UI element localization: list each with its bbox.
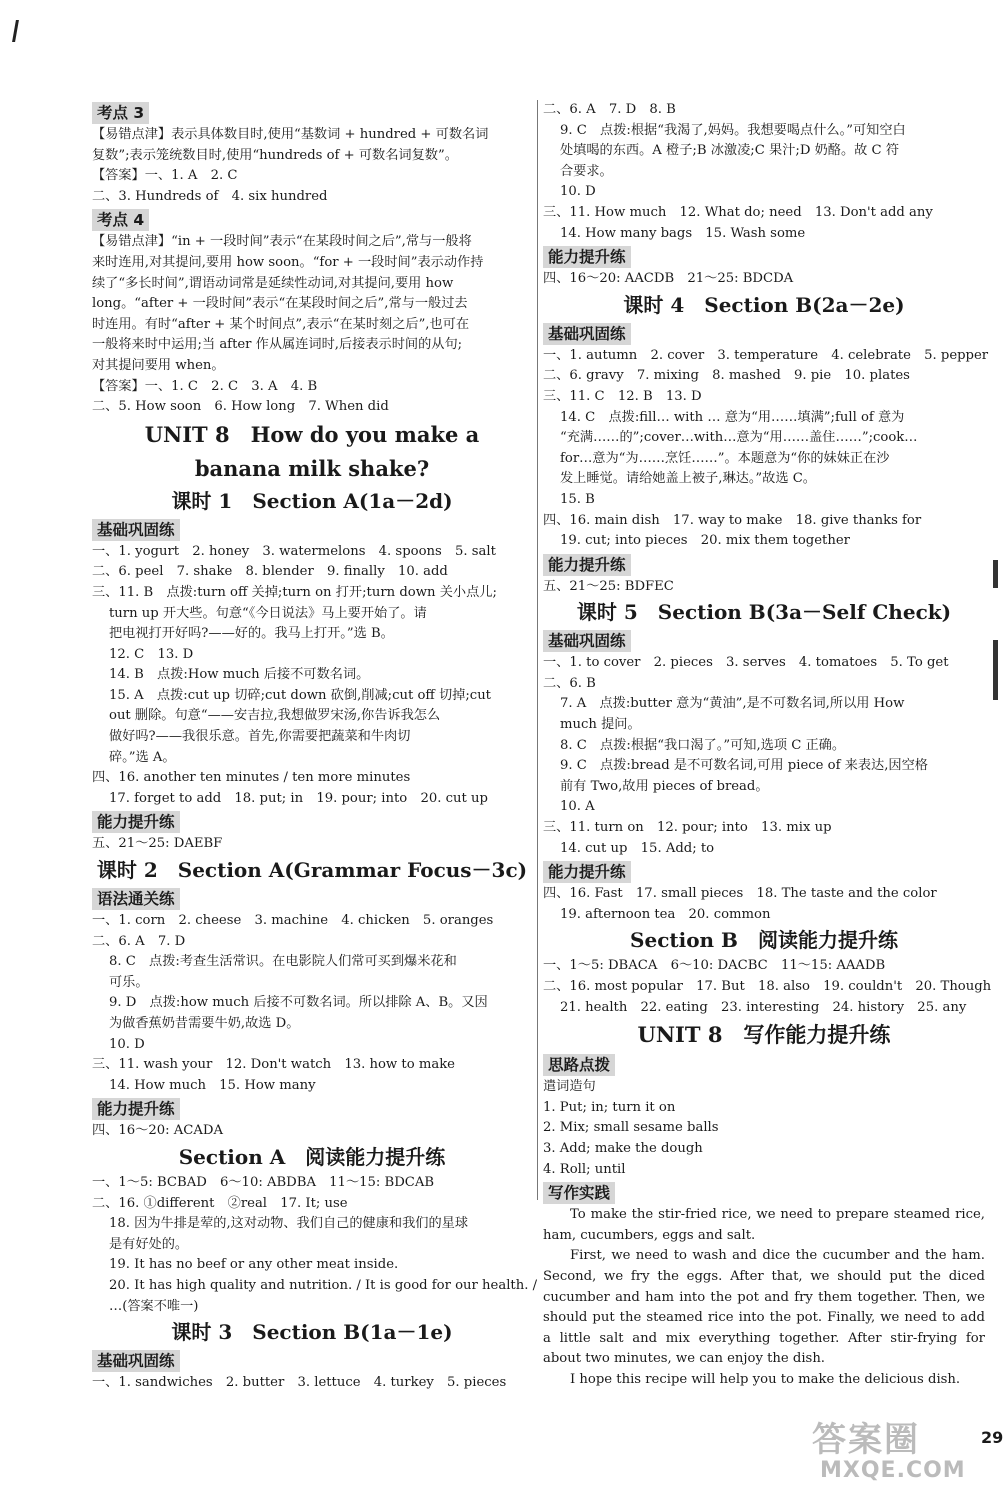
section-bar-row	[543, 552, 985, 577]
section-bar: 考点 4	[92, 209, 149, 231]
answer-line: 续了“多长时间”,谓语动词常是延续性动词,对其提问,要用 how	[92, 275, 454, 291]
section-bar-row	[543, 1052, 985, 1077]
answer-line: 15. A 点拨:cut up 切碎;cut down 砍倒,削减;cut off 切掉;cut	[109, 687, 491, 703]
answer-line: 14. How much 15. How many	[109, 1077, 316, 1093]
section-bar: 基础巩固练	[543, 323, 631, 345]
answer-line: 一、1. yogurt 2. honey 3. watermelons 4. spoons 5. salt	[92, 543, 496, 559]
section-bar: 能力提升练	[543, 554, 631, 576]
answer-line: 19. It has no beef or any other meat inside.	[109, 1257, 399, 1273]
answer-line: 【易错点津】“in + 一段时间”表示“在某段时间之后”,常与一般将	[92, 234, 472, 250]
answer-line: 14. How many bags 15. Wash some	[560, 225, 806, 241]
answer-line: 合要求。	[560, 163, 613, 179]
answer-line: 一、1. sandwiches 2. butter 3. lettuce 4. turkey 5. pieces	[92, 1375, 507, 1391]
section-bar: 能力提升练	[543, 861, 631, 883]
answer-line: 五、21～25: BDFEC	[543, 578, 674, 594]
answer-line: 遣词造句	[543, 1079, 596, 1095]
answer-line: 9. C 点拨:bread 是不可数名词,可用 piece of 来表达,因空格	[560, 758, 928, 774]
answer-line: 四、16. main dish 17. way to make 18. give thanks for	[543, 512, 922, 528]
lesson-heading: 课时 2 Section A(Grammar Focus－3c)	[96, 858, 528, 883]
answer-line: 四、16～20: ACADA	[92, 1123, 223, 1139]
answer-line: “充满……的”;cover…with…意为“用……盖住……”;cook…	[560, 430, 918, 446]
answer-line: 三、11. turn on 12. pour; into 13. mix up	[543, 820, 832, 836]
answer-line: 二、3. Hundreds of 4. six hundred	[92, 188, 328, 204]
answer-line: 一般将来时中运用;当 after 作从属连词时,后接表示时间的从句;	[92, 337, 463, 353]
lesson-heading: 课时 4 Section B(2a－2e)	[623, 292, 905, 317]
answer-line: 三、11. C 12. B 13. D	[543, 388, 702, 404]
answer-line: 15. B	[560, 491, 595, 507]
answer-line: 一、1. corn 2. cheese 3. machine 4. chicken 5. oranges	[92, 913, 494, 929]
answer-line: 五、21～25: DAEBF	[92, 836, 223, 852]
answer-line: 处填喝的东西。A 橙子;B 冰激凌;C 果汁;D 奶酪。故 C 符	[560, 143, 900, 159]
section-bar-row	[92, 1096, 532, 1121]
answer-line: 复数”;表示笼统数目时,使用“hundreds of + 可数名词复数”。	[92, 147, 458, 163]
unit-heading: UNIT 8 How do you make a	[144, 421, 480, 447]
page-number: 29	[981, 1428, 1003, 1447]
edge-mark	[993, 560, 998, 588]
answer-line: 14. C 点拨:fill… with … 意为“用……填满”;full of 意为	[560, 409, 905, 425]
section-bar-row	[543, 321, 985, 346]
section-bar: 能力提升练	[92, 811, 180, 833]
answer-line: 【答案】一、1. C 2. C 3. A 4. B	[92, 378, 318, 394]
answer-line: 7. A 点拨:butter 意为“黄油”,是不可数名词,所以用 How	[560, 696, 905, 712]
answer-line: 可乐。	[109, 974, 149, 990]
answer-line: 发上睡觉。请给她盖上被子,琳达。”故选 C。	[560, 471, 816, 487]
answer-line: 8. C 点拨:考查生活常识。在电影院人们常可买到爆米花和	[109, 954, 457, 970]
answer-line: out 删除。句意“——安吉拉,我想做罗宋汤,你告诉我怎么	[109, 708, 441, 724]
answer-line: 四、16. Fast 17. small pieces 18. The taste and the color	[543, 886, 937, 902]
answer-line: 一、1～5: DBACA 6～10: DACBC 11～15: AAADB	[543, 958, 886, 974]
watermark-url: MXQE.COM	[820, 1458, 966, 1483]
answer-line: 三、11. wash your 12. Don't watch 13. how to make	[92, 1057, 455, 1073]
answer-line: long。“after + 一段时间”表示“在某段时间之后”,常与一般过去	[92, 296, 468, 312]
answer-line: …(答案不唯一)	[109, 1298, 199, 1314]
answer-line: 四、16. another ten minutes / ten more minutes	[92, 770, 411, 786]
answer-line: 二、5. How soon 6. How long 7. When did	[92, 399, 389, 415]
answer-line: 二、6. peel 7. shake 8. blender 9. finally 10. add	[92, 564, 448, 580]
answer-line: 二、16. most popular 17. But 18. also 19. couldn't 20. Though	[543, 979, 992, 994]
section-bar-row	[92, 100, 532, 125]
section-bar-row	[543, 628, 985, 653]
answer-line: 14. cut up 15. Add; to	[560, 840, 715, 856]
answer-line: 12. C 13. D	[109, 646, 194, 662]
section-bar-row	[543, 244, 985, 269]
answer-line: 18. 因为牛排是荤的,这对动物、我们自己的健康和我们的星球	[109, 1216, 469, 1232]
section-bar: 思路点拨	[543, 1054, 615, 1076]
answer-line: 17. forget to add 18. put; in 19. pour; into 20. cut up	[109, 790, 488, 806]
section-bar-row	[92, 886, 532, 911]
answer-line: 二、6. B	[543, 675, 596, 691]
unit-heading: UNIT 8 写作能力提升练	[637, 1022, 891, 1048]
answer-line: 9. D 点拨:how much 后接不可数名词。所以排除 A、B。又因	[109, 995, 488, 1011]
edge-mark	[993, 640, 998, 700]
answer-line: 时连用。有时“after + 某个时间点”,表示“在某时刻之后”,也可在	[92, 316, 470, 332]
left-column	[92, 100, 538, 1394]
answer-line: 【答案】一、1. A 2. C	[92, 168, 238, 184]
section-bar: 基础巩固练	[92, 519, 180, 541]
section-bar: 语法通关练	[92, 888, 180, 910]
answer-line: 二、6. A 7. D 8. B	[543, 102, 676, 117]
answer-line: 【易错点津】表示具体数目时,使用“基数词 + hundred + 可数名词	[92, 127, 489, 142]
answer-line: 来时连用,对其提问,要用 how soon。“for + 一段时间”表示动作持	[92, 254, 484, 270]
section-bar: 考点 3	[92, 102, 149, 124]
answer-line: 10. D	[109, 1036, 145, 1052]
answer-line: 二、16. ①different ②real 17. It; use	[92, 1195, 348, 1211]
section-bar: 基础巩固练	[92, 1350, 180, 1372]
lesson-heading: Section B 阅读能力提升练	[630, 928, 898, 953]
answer-line: 21. health 22. eating 23. interesting 24. history 25. any	[560, 999, 967, 1015]
section-bar-row	[92, 517, 532, 542]
answer-line: turn up 开大些。句意“《今日说法》马上要开始了。请	[109, 605, 427, 621]
answer-line: 二、6. A 7. D	[92, 933, 186, 949]
answer-line: 一、1. to cover 2. pieces 3. serves 4. tomatoes 5. To get	[543, 655, 949, 671]
answer-line: 三、11. B 点拨:turn off 关掉;turn on 打开;turn down 关小点儿;	[92, 584, 497, 600]
answer-line: 9. C 点拨:根据“我渴了,妈妈。我想要喝点什么。”可知空白	[560, 122, 906, 138]
unit-heading: banana milk shake?	[194, 455, 430, 481]
corner-mark	[12, 20, 19, 42]
lesson-heading: 课时 3 Section B(1a－1e)	[171, 1320, 453, 1345]
section-bar-row	[92, 1348, 532, 1373]
answer-line: 二、6. gravy 7. mixing 8. mashed 9. pie 10. plates	[543, 368, 910, 384]
answer-line: 前有 Two,故用 pieces of bread。	[560, 778, 769, 794]
answer-line: 做好吗?——我很乐意。首先,你需要把蔬菜和牛肉切	[109, 729, 411, 745]
essay-paragraph: I hope this recipe will help you to make the delicious dish.	[570, 1371, 961, 1387]
section-bar-row	[92, 809, 532, 834]
right-column	[543, 100, 992, 1391]
answer-line: 是有好处的。	[109, 1236, 189, 1252]
answer-line: 19. cut; into pieces 20. mix them together	[560, 533, 850, 549]
section-bar: 能力提升练	[543, 246, 631, 268]
answer-line: 3. Add; make the dough	[543, 1140, 703, 1156]
lesson-heading: 课时 5 Section B(3a－Self Check)	[576, 600, 952, 625]
watermark-logo: 答案圈	[812, 1420, 920, 1460]
essay-paragraph: First, we need to wash and dice the cucumber and the ham. Second, we fry the eggs. After that, we should put the diced cucumber and ham into the pot and fry them together. Then, we should put the steamed rice into the pot. Finally, we need to add a little salt and mix everything together. After stir-frying for about two minutes, we can enjoy the dish.	[543, 1248, 985, 1367]
answer-line: 1. Put; in; turn it on	[543, 1099, 676, 1115]
answer-line: 一、1. autumn 2. cover 3. temperature 4. celebrate 5. pepper	[543, 347, 989, 363]
answer-line: for…意为“为……烹饪……”。本题意为“你的妹妹正在沙	[560, 450, 890, 466]
lesson-heading: 课时 1 Section A(1a－2d)	[171, 488, 453, 513]
answer-line: 20. It has high quality and nutrition. / It is good for our health. /	[109, 1277, 538, 1293]
essay-paragraph: To make the stir-fried rice, we need to prepare steamed rice, ham, cucumbers, eggs and salt.	[543, 1207, 985, 1243]
answer-line: 为做香蕉奶昔需要牛奶,故选 D。	[109, 1016, 300, 1031]
answer-line: 把电视打开好吗?——好的。我马上打开。”选 B。	[109, 626, 394, 642]
answer-line: 三、11. How much 12. What do; need 13. Don't add any	[543, 204, 933, 220]
answer-line: 4. Roll; until	[543, 1161, 626, 1177]
answer-line: 19. afternoon tea 20. common	[560, 906, 771, 922]
answer-line: 一、1～5: BCBAD 6～10: ABDBA 11～15: BDCAB	[92, 1174, 435, 1190]
column-divider	[537, 100, 538, 1200]
answer-line: 14. B 点拨:How much 后接不可数名词。	[109, 667, 370, 683]
section-bar: 写作实践	[543, 1182, 615, 1204]
answer-line: much 提问。	[560, 717, 641, 733]
section-bar-row	[543, 1180, 985, 1205]
answer-line: 碎。”选 A。	[109, 749, 176, 765]
section-bar: 能力提升练	[92, 1098, 180, 1120]
lesson-heading: Section A 阅读能力提升练	[178, 1144, 446, 1169]
section-bar-row	[543, 859, 985, 884]
section-bar: 基础巩固练	[543, 630, 631, 652]
answer-line: 10. A	[560, 799, 595, 815]
answer-line: 10. D	[560, 184, 596, 200]
answer-line: 8. C 点拨:根据“我口渴了。”可知,选项 C 正确。	[560, 737, 846, 753]
answer-line: 2. Mix; small sesame balls	[543, 1120, 719, 1136]
section-bar-row	[92, 207, 532, 232]
answer-line: 四、16～20: AACDB 21～25: BDCDA	[543, 271, 794, 287]
answer-line: 对其提问要用 when。	[92, 357, 225, 373]
